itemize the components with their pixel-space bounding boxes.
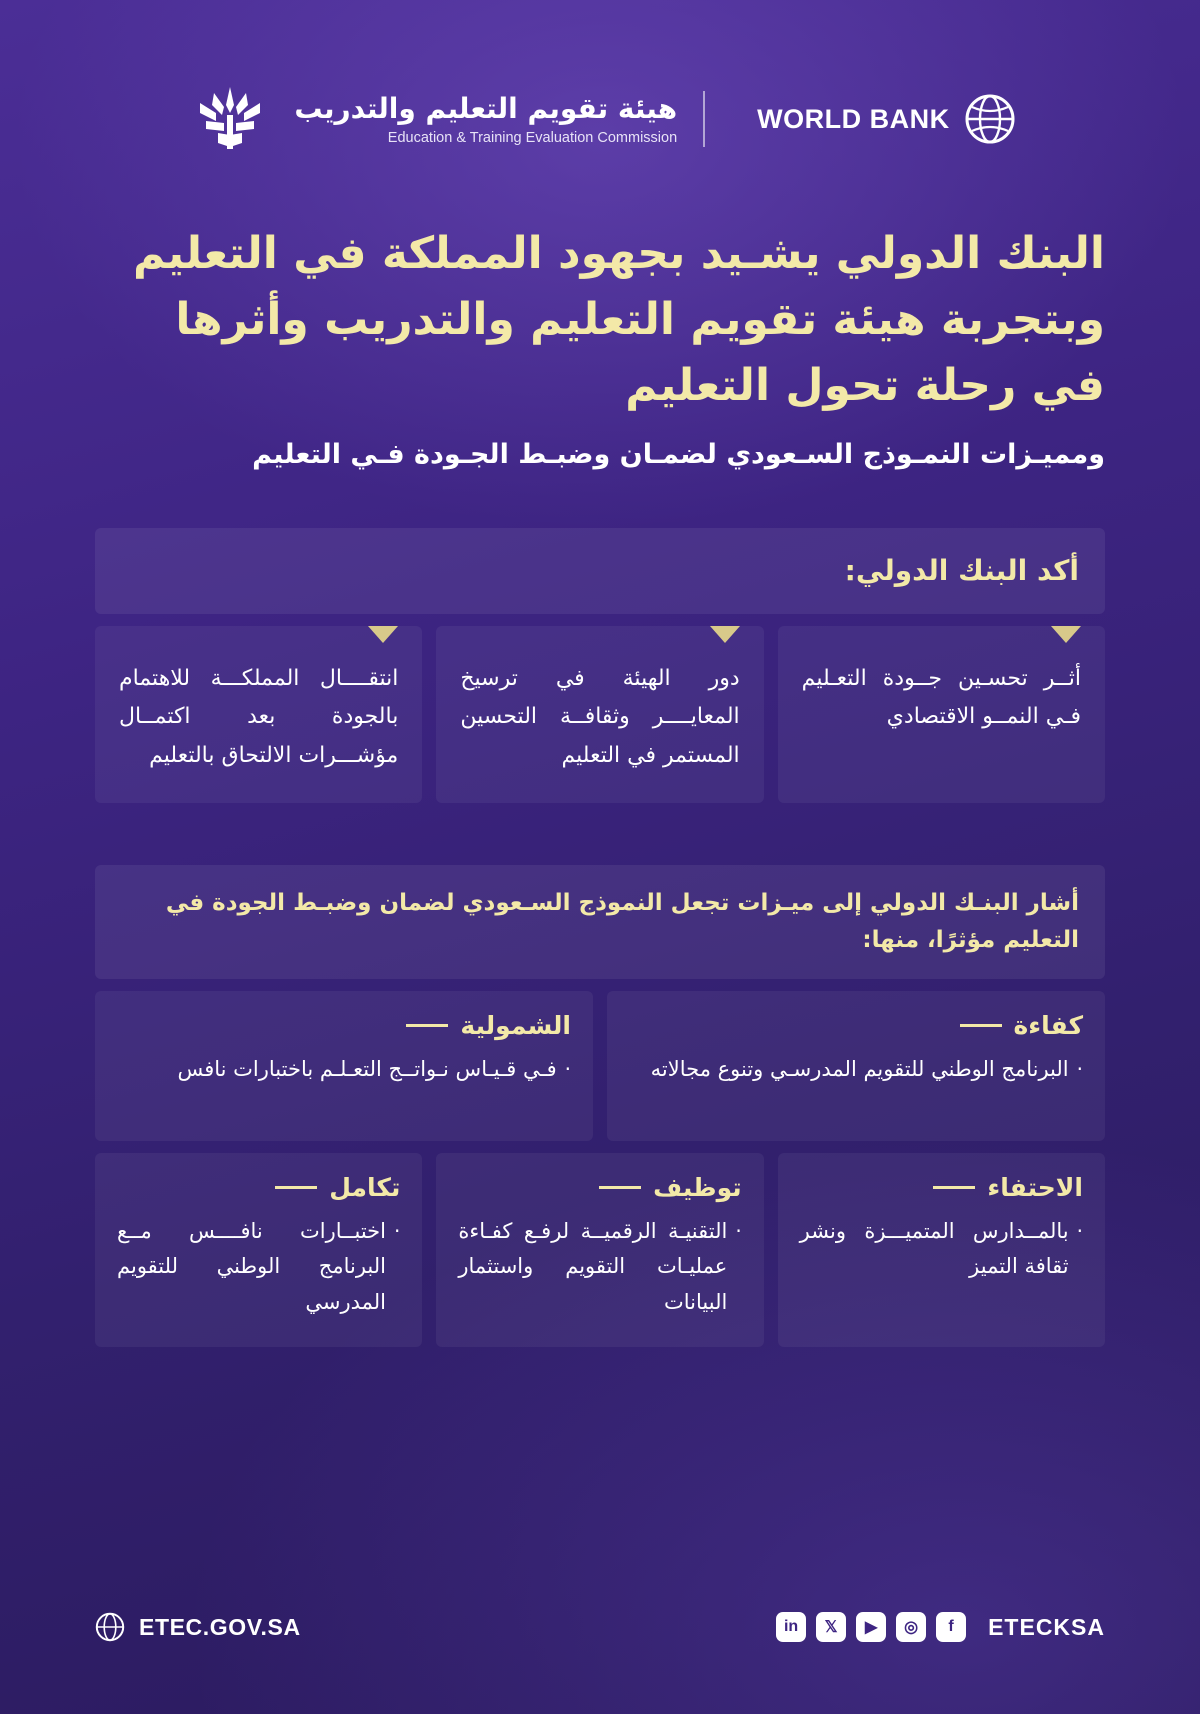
world-bank-label: WORLD BANK bbox=[757, 103, 950, 134]
dash-icon bbox=[406, 1024, 448, 1027]
bullet-icon: · bbox=[393, 1218, 401, 1243]
feature-card-title: الاحتفاء bbox=[987, 1172, 1083, 1202]
feature-card bbox=[95, 991, 593, 1141]
features-row-2 bbox=[95, 1153, 1105, 1347]
dash-icon bbox=[599, 1186, 641, 1189]
website-text: ETEC.GOV.SA bbox=[139, 1613, 301, 1640]
feature-card-body bbox=[117, 1052, 571, 1088]
confirm-card-text: دور الهيئة في ترسيخ المعايــــر وثقافــة التحسين المستمر في التعليم bbox=[460, 665, 740, 768]
confirm-section-title: أكد البنك الدولي: bbox=[844, 553, 1079, 587]
feature-card bbox=[607, 991, 1105, 1141]
dash-icon bbox=[275, 1186, 317, 1189]
feature-card bbox=[436, 1153, 763, 1347]
facebook-icon[interactable]: f bbox=[936, 1612, 966, 1642]
feature-card-body bbox=[117, 1214, 400, 1321]
confirm-cards-row bbox=[95, 626, 1105, 804]
feature-card bbox=[95, 1153, 422, 1347]
feature-card-header bbox=[458, 1173, 741, 1202]
etec-name-english: Education & Training Evaluation Commission bbox=[387, 129, 678, 146]
features-row-1 bbox=[95, 991, 1105, 1141]
etec-logo-text bbox=[294, 91, 677, 147]
bullet-icon: · bbox=[735, 1218, 742, 1243]
page-subtitle: ومميـزات النمـوذج السـعودي لضمـان وضبـط الجـودة فـي التعليم bbox=[252, 439, 1105, 470]
features-section-band bbox=[95, 865, 1105, 979]
etec-palm-mark-icon bbox=[184, 85, 276, 153]
dash-icon bbox=[960, 1024, 1002, 1027]
instagram-icon[interactable]: ◎ bbox=[896, 1612, 926, 1642]
dash-icon bbox=[933, 1186, 975, 1189]
world-bank-logo bbox=[731, 93, 1015, 145]
feature-card-header bbox=[629, 1011, 1083, 1040]
triangle-down-icon bbox=[368, 626, 398, 643]
header bbox=[95, 0, 1105, 163]
triangle-down-icon bbox=[1051, 626, 1081, 643]
website-link[interactable] bbox=[95, 1612, 301, 1642]
feature-card-text: اختبــارات نافــــس مــع البرنامج الوطني للتقويم المدرسي bbox=[117, 1218, 386, 1314]
feature-card-body bbox=[458, 1214, 741, 1321]
x-icon[interactable]: 𝕏 bbox=[816, 1612, 846, 1642]
linkedin-icon[interactable]: in bbox=[776, 1612, 806, 1642]
etec-name-arabic: هيئة تقويم التعليم والتدريب bbox=[294, 91, 678, 125]
feature-card-text: البرنامج الوطني للتقويم المدرسـي وتنوع مجالاته bbox=[650, 1056, 1069, 1081]
feature-card-body bbox=[800, 1214, 1083, 1285]
feature-card-title: الشمولية bbox=[460, 1010, 571, 1040]
feature-card-title: تكامل bbox=[329, 1172, 401, 1202]
globe-icon bbox=[95, 1612, 125, 1642]
feature-card-title: كفاءة bbox=[1013, 1010, 1083, 1040]
bullet-icon: · bbox=[1076, 1056, 1083, 1081]
feature-card-title: توظيف bbox=[653, 1172, 742, 1202]
feature-card-body bbox=[629, 1052, 1083, 1088]
feature-card-header bbox=[117, 1173, 400, 1202]
feature-card-header bbox=[117, 1011, 571, 1040]
globe-icon bbox=[964, 93, 1016, 145]
footer bbox=[95, 1572, 1105, 1714]
confirm-section-band bbox=[95, 528, 1105, 614]
triangle-down-icon bbox=[710, 626, 740, 643]
bullet-icon: · bbox=[1076, 1218, 1083, 1243]
feature-card bbox=[778, 1153, 1105, 1347]
features-section-title: أشار البنـك الدولي إلى ميـزات تجعل النموذج السـعودي لضمان وضبـط الجودة في التعليم مؤثرًا، منها: bbox=[165, 890, 1079, 953]
confirm-card bbox=[436, 626, 763, 804]
confirm-card-text: أثــر تحسـين جــودة التعـليم فـي النمــو الاقتصادي bbox=[801, 665, 1081, 729]
page-title: البنك الدولي يشـيد بجهود المملكة في التعليم وبتجربة هيئة تقويم التعليم والتدريب وأثرها في رحلة تحول التعليم bbox=[133, 228, 1105, 411]
feature-card-text: بالمــدارس المتميـــزة ونشر ثقافة التميز bbox=[799, 1218, 1069, 1279]
bullet-icon: · bbox=[564, 1056, 571, 1081]
social-handle: ETECKSA bbox=[988, 1613, 1105, 1640]
feature-card-header bbox=[800, 1173, 1083, 1202]
etec-logo bbox=[184, 85, 677, 153]
youtube-icon[interactable]: ▶ bbox=[856, 1612, 886, 1642]
feature-card-text: فـي قـيـاس نـواتــج التعـلـم باختبارات نافس bbox=[177, 1056, 557, 1081]
feature-card-text: التقنيـة الرقميــة لرفـع كفـاءة عمليـات التقويم واستثمار البيانات bbox=[458, 1218, 728, 1314]
header-divider bbox=[703, 91, 705, 147]
confirm-card bbox=[778, 626, 1105, 804]
confirm-card bbox=[95, 626, 422, 804]
social-links bbox=[776, 1612, 1105, 1642]
confirm-card-text: انتقــــال المملكـــة للاهتمام بالجودة بعد اكتمــال مؤشـــرات الالتحاق بالتعليم bbox=[119, 665, 399, 768]
